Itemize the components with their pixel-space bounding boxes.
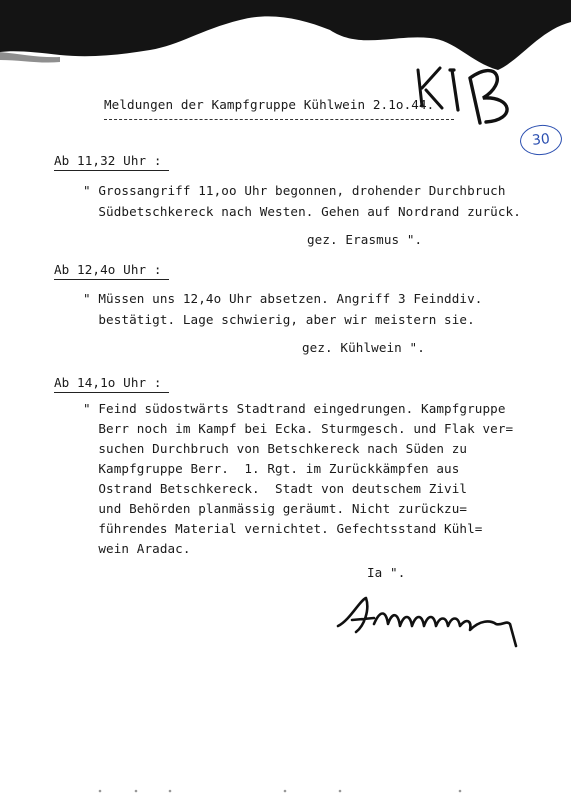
report-3-line-5: Ostrand Betschkereck. Stadt von deutschem Zivil <box>83 481 468 496</box>
report-1-line-2: Südbetschkereck nach Westen. Gehen auf Nordrand zurück. <box>83 204 521 219</box>
handwritten-initials <box>408 48 548 128</box>
report-2-time: Ab 12,4o Uhr : <box>54 262 162 277</box>
scan-specks <box>40 786 540 796</box>
report-1-line-1: " Grossangriff 11,oo Uhr begonnen, drohender Durchbruch <box>83 183 506 198</box>
report-2-underline <box>54 279 169 280</box>
report-3-underline <box>54 392 169 393</box>
report-3-line-2: Berr noch im Kampf bei Ecka. Sturmgesch. und Flak ver= <box>83 421 514 436</box>
report-2-signed: gez. Kühlwein ". <box>302 340 425 355</box>
report-3-line-3: suchen Durchbruch von Betschkereck nach Süden zu <box>83 441 468 456</box>
report-1-time: Ab 11,32 Uhr : <box>54 153 162 168</box>
report-2-line-1: " Müssen uns 12,4o Uhr absetzen. Angriff 3 Feinddiv. <box>83 291 483 306</box>
report-3-line-4: Kampfgruppe Berr. 1. Rgt. im Zurückkämpfen aus <box>83 461 460 476</box>
document-title: Meldungen der Kampfgruppe Kühlwein 2.1o.44. <box>104 97 435 112</box>
page-number-circle: 30 <box>519 123 564 157</box>
report-3-line-1: " Feind südostwärts Stadtrand eingedrungen. Kampfgruppe <box>83 401 506 416</box>
report-3-time: Ab 14,1o Uhr : <box>54 375 162 390</box>
handwritten-signature <box>330 590 530 650</box>
report-1-underline <box>54 170 169 171</box>
report-3-line-6: und Behörden planmässig geräumt. Nicht zurückzu= <box>83 501 468 516</box>
report-2-line-2: bestätigt. Lage schwierig, aber wir meistern sie. <box>83 312 475 327</box>
report-3-line-7: führendes Material vernichtet. Gefechtsstand Kühl= <box>83 521 483 536</box>
report-3-line-8: wein Aradac. <box>83 541 191 556</box>
title-underline <box>104 119 454 120</box>
report-3-signed: Ia ". <box>367 565 406 580</box>
report-1-signed: gez. Erasmus ". <box>307 232 423 247</box>
